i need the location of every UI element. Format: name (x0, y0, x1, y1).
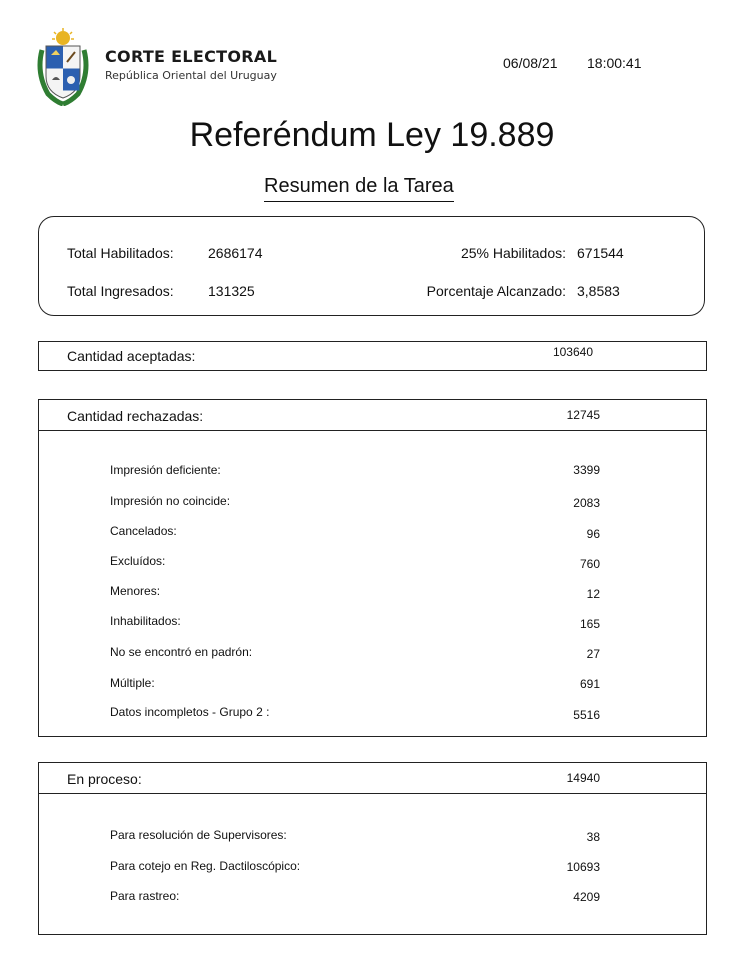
rechazo-datos-incompletos-value: 5516 (573, 708, 600, 722)
rechazo-multiple-value: 691 (579, 677, 600, 691)
rechazo-inhabilitados-value: 165 (579, 617, 600, 631)
rechazo-excluidos-value: 760 (579, 557, 600, 571)
rechazo-cancelados-label: Cancelados: (110, 524, 177, 538)
rechazo-impresion-no-coincide-value: 2083 (573, 496, 600, 510)
rechazo-menores-label: Menores: (110, 584, 161, 598)
rechazo-datos-incompletos-label: Datos incompletos - Grupo 2 : (110, 705, 270, 719)
rechazo-excluidos-label: Excluídos: (110, 554, 166, 568)
proceso-cotejo-value: 10693 (566, 860, 600, 874)
proceso-rastreo-label: Para rastreo: (110, 889, 180, 903)
org-name: CORTE ELECTORAL (105, 47, 278, 66)
proceso-supervisores-value: 38 (586, 830, 600, 844)
pct25-habilitados-label: 25% Habilitados: (460, 245, 566, 261)
pct25-habilitados-value: 671544 (577, 245, 624, 261)
rechazadas-label: Cantidad rechazadas: (67, 408, 204, 424)
total-habilitados-label: Total Habilitados: (67, 245, 174, 261)
aceptadas-label: Cantidad aceptadas: (67, 348, 196, 364)
rechazo-impresion-no-coincide-label: Impresión no coincide: (110, 494, 231, 508)
porcentaje-alcanzado-label: Porcentaje Alcanzado: (426, 283, 566, 299)
rechazo-multiple-label: Múltiple: (110, 676, 155, 690)
total-ingresados-value: 131325 (208, 283, 255, 299)
summary-box (38, 216, 705, 316)
report-time: 18:00:41 (587, 55, 642, 71)
aceptadas-value: 103640 (552, 345, 593, 359)
en-proceso-label: En proceso: (67, 771, 142, 787)
rechazo-inhabilitados-label: Inhabilitados: (110, 614, 181, 628)
org-subtitle: República Oriental del Uruguay (105, 69, 277, 82)
total-habilitados-value: 2686174 (208, 245, 263, 261)
page-subtitle: Resumen de la Tarea (264, 175, 454, 202)
rechazadas-value: 12745 (566, 408, 600, 422)
rechazo-impresion-deficiente-value: 3399 (573, 463, 600, 477)
proceso-cotejo-label: Para cotejo en Reg. Dactiloscópico: (110, 859, 301, 873)
rechazo-impresion-deficiente-label: Impresión deficiente: (110, 463, 221, 477)
report-date: 06/08/21 (503, 55, 558, 71)
en-proceso-value: 14940 (566, 771, 600, 785)
porcentaje-alcanzado-value: 3,8583 (577, 283, 620, 299)
page-title: Referéndum Ley 19.889 (189, 116, 555, 154)
proceso-rastreo-value: 4209 (573, 890, 600, 904)
rechazo-menores-value: 12 (586, 587, 600, 601)
proceso-supervisores-label: Para resolución de Supervisores: (110, 828, 287, 842)
rechazo-no-en-padron-label: No se encontró en padrón: (110, 645, 253, 659)
rechazo-no-en-padron-value: 27 (586, 647, 600, 661)
coat-of-arms-icon (34, 28, 92, 106)
rechazo-cancelados-value: 96 (586, 527, 600, 541)
total-ingresados-label: Total Ingresados: (67, 283, 174, 299)
